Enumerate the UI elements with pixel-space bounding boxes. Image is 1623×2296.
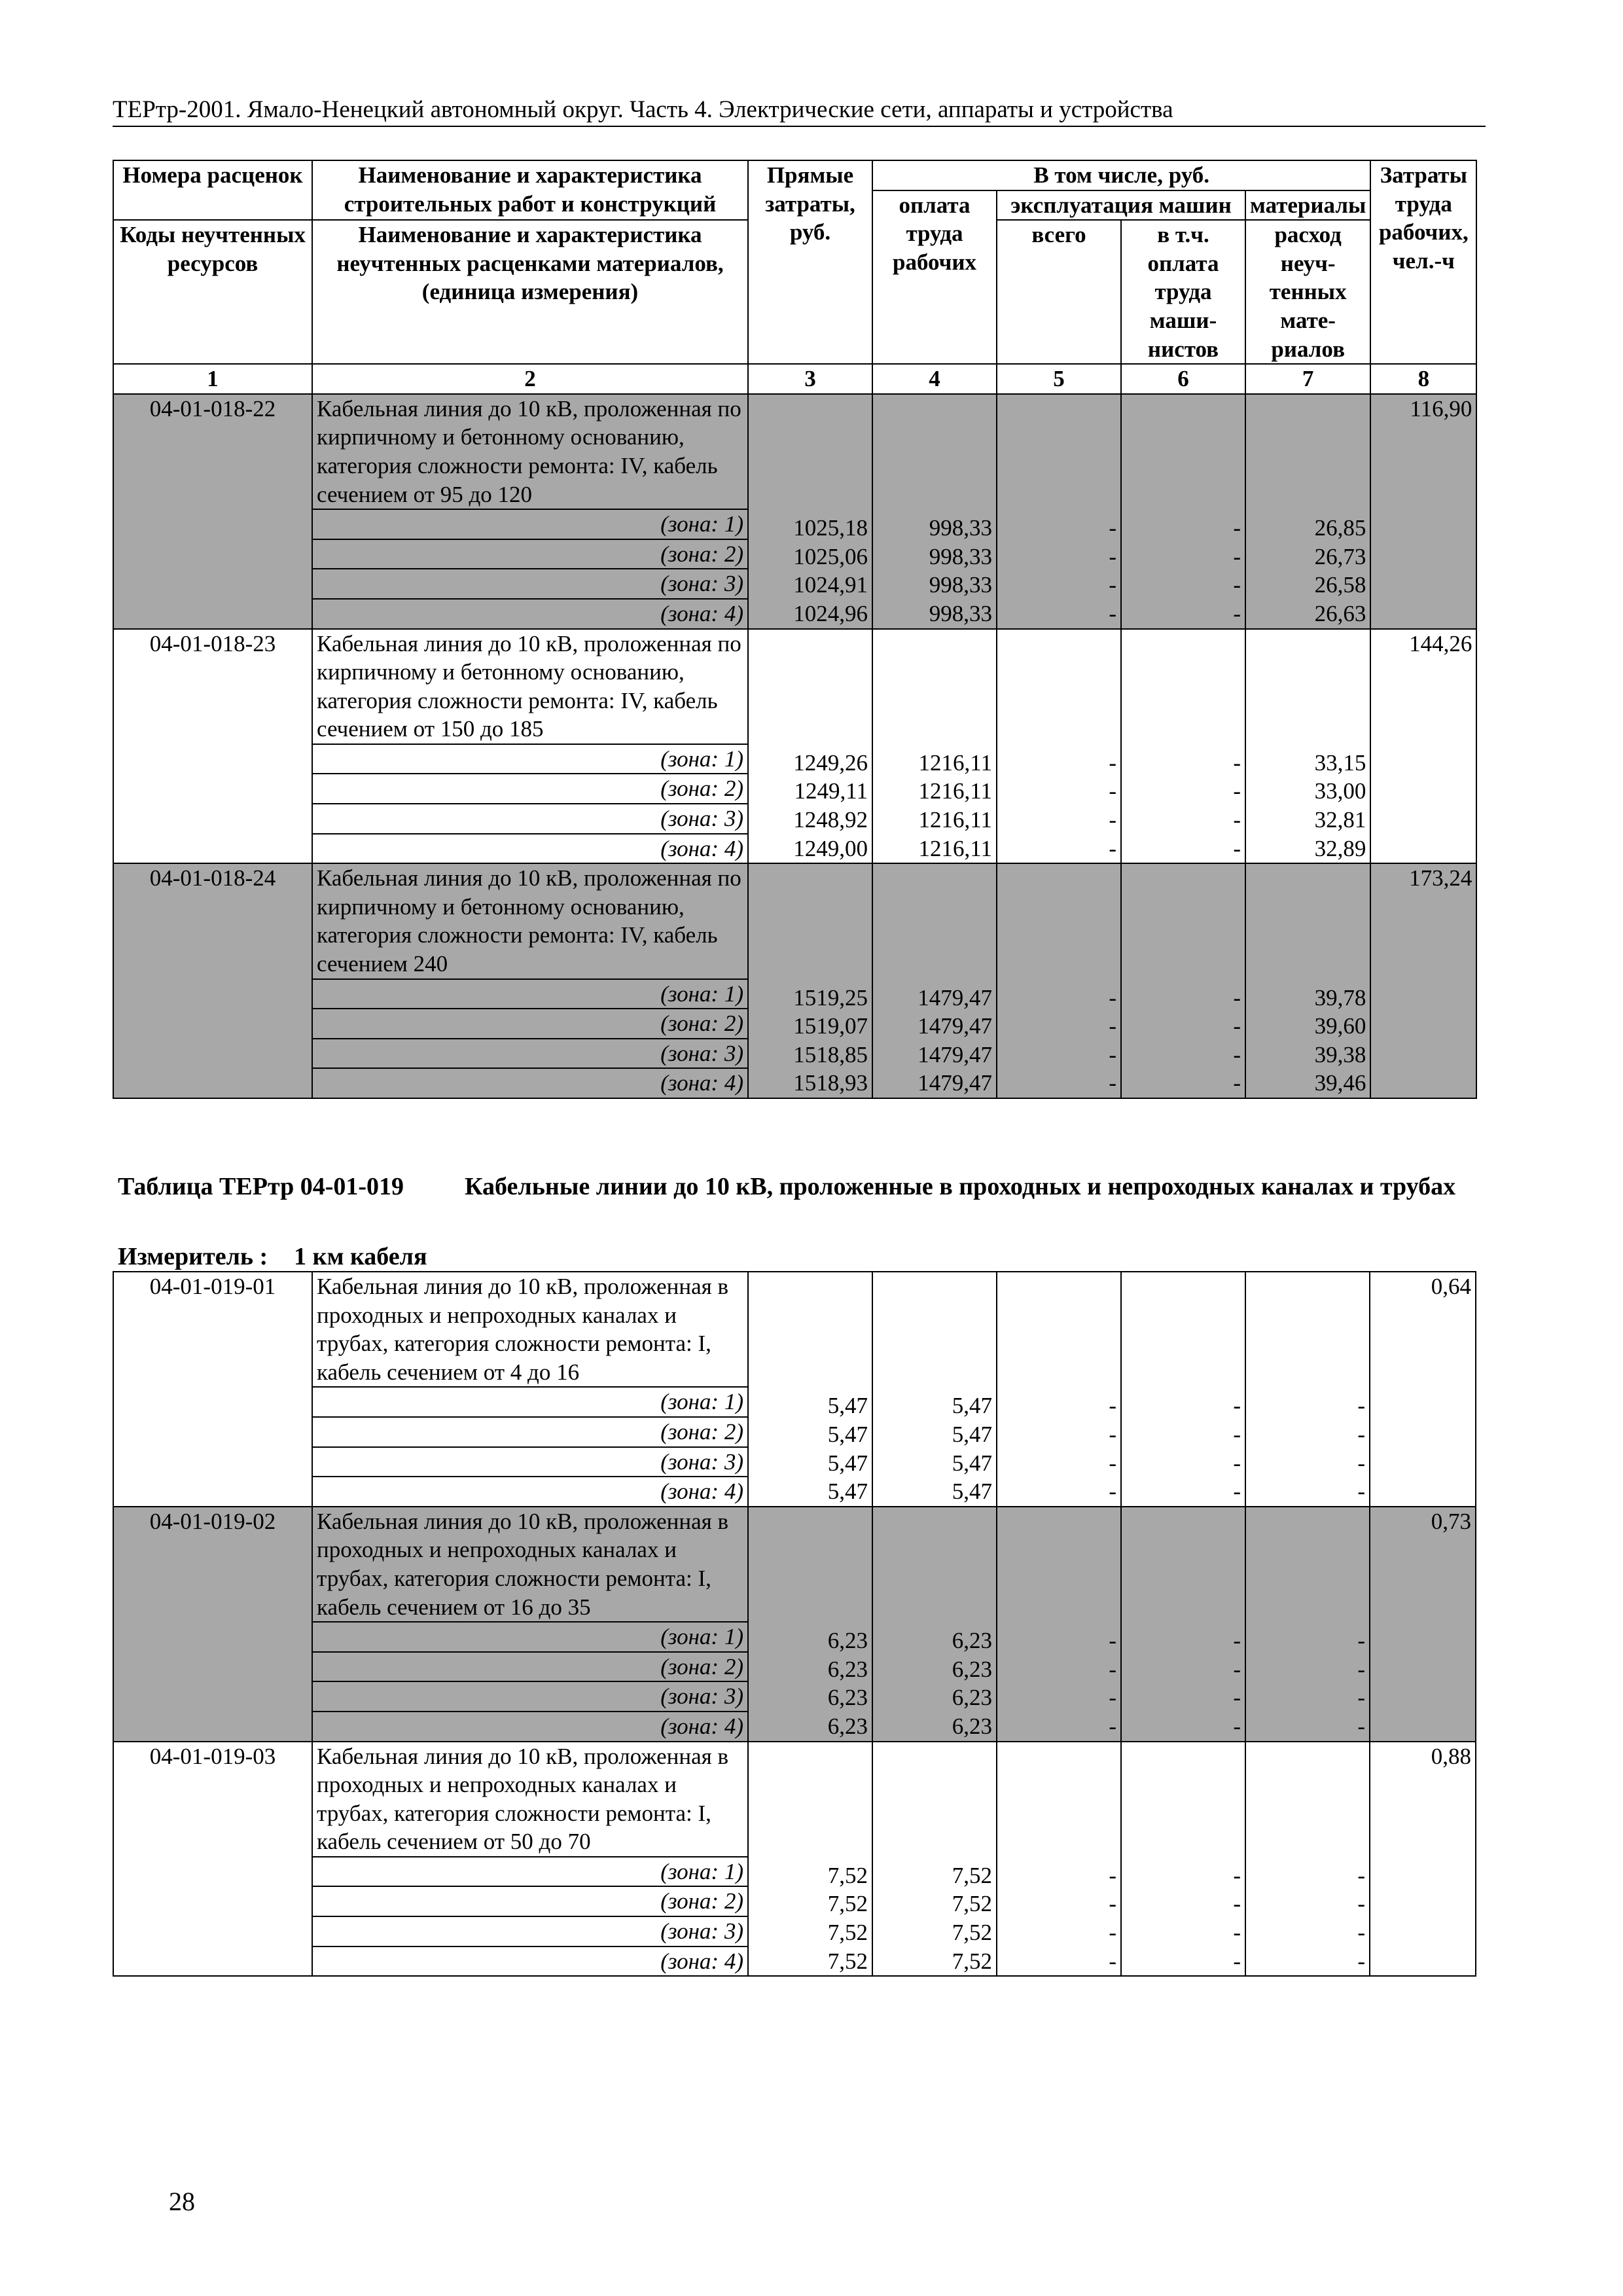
zone-machinists-wages: -	[1233, 1948, 1241, 1974]
zone-direct-costs: 1249,11	[794, 778, 868, 804]
zone-wages: 6,23	[952, 1628, 992, 1654]
machinists-wages-cell	[1121, 629, 1245, 864]
machines-cell	[997, 629, 1121, 864]
running-header: ТЕРтр-2001. Ямало-Ненецкий автономный округ. Часть 4. Электрические сети, аппараты и устройства	[113, 96, 1486, 127]
zone-machinists-wages: -	[1233, 1450, 1241, 1476]
zone-direct-costs: 6,23	[827, 1685, 868, 1711]
zone-machinists-wages: -	[1233, 572, 1241, 598]
header-machines-total: всего	[997, 220, 1121, 364]
zone-machinists-wages: -	[1233, 778, 1241, 804]
page-number: 28	[169, 2187, 195, 2216]
column-number: 2	[312, 364, 748, 394]
rate-block	[113, 629, 1476, 864]
zone-materials: -	[1357, 1479, 1365, 1505]
zone-label: (зона: 3)	[312, 1916, 748, 1946]
zone-materials: 33,15	[1314, 749, 1366, 776]
header-machines: эксплуатация машин	[997, 190, 1245, 221]
machines-cell	[997, 1507, 1121, 1742]
zone-machines: -	[1109, 807, 1116, 833]
column-number: 4	[872, 364, 997, 394]
labor-costs: 0,88	[1370, 1742, 1476, 1977]
zone-label: (зона: 4)	[312, 834, 748, 864]
zone-materials: 39,38	[1314, 1041, 1366, 1067]
zone-materials: -	[1357, 1713, 1365, 1739]
direct-costs-cell	[748, 629, 872, 864]
header-including: В том числе, руб.	[872, 160, 1370, 190]
zone-wages: 1216,11	[918, 807, 992, 833]
zone-label: (зона: 4)	[312, 1068, 748, 1098]
zone-materials: -	[1357, 1393, 1365, 1419]
rate-description: Кабельная линия до 10 кВ, проложенная в проходных и непроходных каналах и трубах, категория сложности ремонта: I, кабель сечением от 50 до 70	[312, 1742, 748, 1857]
header-materials: материалы	[1245, 190, 1370, 221]
zone-label: (зона: 1)	[312, 1622, 748, 1652]
wages-cell	[872, 863, 997, 1098]
zone-materials: -	[1357, 1656, 1365, 1682]
rate-block	[113, 1507, 1476, 1742]
zone-machines: -	[1109, 1013, 1116, 1039]
zone-label: (зона: 3)	[312, 1447, 748, 1477]
column-numbers	[113, 364, 1476, 394]
zone-machines: -	[1109, 1656, 1116, 1682]
rate-code: 04-01-018-22	[113, 394, 312, 629]
rate-description: Кабельная линия до 10 кВ, проложенная в проходных и непроходных каналах и трубах, категория сложности ремонта: I, кабель сечением от 4 до 16	[312, 1272, 748, 1387]
zone-direct-costs: 5,47	[827, 1479, 868, 1505]
direct-costs-cell	[748, 1507, 872, 1742]
zone-label: (зона: 2)	[312, 1886, 748, 1916]
header-col2-top: Наименование и характеристика строительных работ и конструкций	[312, 160, 748, 220]
zone-machinists-wages: -	[1233, 515, 1241, 541]
zone-label: (зона: 4)	[312, 599, 748, 629]
rate-code: 04-01-019-02	[113, 1507, 312, 1742]
zone-wages: 1216,11	[918, 835, 992, 861]
zone-machines: -	[1109, 984, 1116, 1011]
zone-wages: 1479,47	[918, 1041, 992, 1067]
zone-wages: 5,47	[952, 1421, 992, 1447]
zone-materials: 26,58	[1314, 572, 1366, 598]
rate-description: Кабельная линия до 10 кВ, проложенная по кирпичному и бетонному основанию, категория сложности ремонта: IV, кабель сечением 240	[312, 863, 748, 978]
zone-label: (зона: 2)	[312, 1417, 748, 1447]
zone-label: (зона: 4)	[312, 1477, 748, 1507]
zone-direct-costs: 7,52	[827, 1920, 868, 1946]
zone-materials: 39,46	[1314, 1070, 1366, 1096]
zone-wages: 7,52	[952, 1948, 992, 1974]
rate-block	[113, 1742, 1476, 1977]
zone-wages: 7,52	[952, 1920, 992, 1946]
zone-label: (зона: 1)	[312, 744, 748, 774]
machines-cell	[997, 1742, 1121, 1977]
zone-direct-costs: 1519,25	[793, 984, 868, 1011]
zone-machinists-wages: -	[1233, 1891, 1241, 1917]
header-direct-costs: Прямые затраты, руб.	[748, 160, 872, 364]
zone-label: (зона: 3)	[312, 804, 748, 834]
rate-block	[113, 1272, 1476, 1507]
rates-table-018	[113, 160, 1477, 1099]
zone-label: (зона: 1)	[312, 1387, 748, 1417]
zone-materials: -	[1357, 1685, 1365, 1711]
zone-wages: 7,52	[952, 1862, 992, 1888]
wages-cell	[872, 394, 997, 629]
zone-machinists-wages: -	[1233, 984, 1241, 1011]
zone-wages: 1216,11	[918, 749, 992, 776]
zone-direct-costs: 5,47	[827, 1421, 868, 1447]
zone-wages: 1216,11	[918, 778, 992, 804]
zone-direct-costs: 7,52	[827, 1891, 868, 1917]
materials-cell	[1245, 863, 1370, 1098]
header-col1-bottom: Коды неучтенных ресурсов	[113, 220, 312, 364]
column-number: 8	[1370, 364, 1476, 394]
materials-cell	[1245, 1742, 1370, 1977]
zone-materials: -	[1357, 1948, 1365, 1974]
header-wages: оплата труда рабочих	[872, 190, 997, 365]
rate-code: 04-01-019-01	[113, 1272, 312, 1507]
zone-materials: -	[1357, 1450, 1365, 1476]
wages-cell	[872, 1272, 997, 1507]
zone-wages: 998,33	[929, 543, 992, 569]
zone-label: (зона: 3)	[312, 1039, 748, 1069]
header-col2-bottom: Наименование и характеристика неучтенных расценками материалов, (единица измерения)	[312, 220, 748, 364]
machines-cell	[997, 863, 1121, 1098]
column-number: 7	[1245, 364, 1370, 394]
zone-label: (зона: 1)	[312, 979, 748, 1009]
zone-direct-costs: 1519,07	[793, 1013, 868, 1039]
zone-machinists-wages: -	[1233, 1070, 1241, 1096]
zone-direct-costs: 1518,85	[793, 1041, 868, 1067]
zone-machines: -	[1109, 1070, 1116, 1096]
zone-machinists-wages: -	[1233, 1920, 1241, 1946]
zone-materials: 26,63	[1314, 600, 1366, 626]
zone-wages: 7,52	[952, 1891, 992, 1917]
zone-machinists-wages: -	[1233, 543, 1241, 569]
zone-materials: 33,00	[1314, 778, 1366, 804]
labor-costs: 0,73	[1370, 1507, 1476, 1742]
zone-direct-costs: 7,52	[827, 1862, 868, 1888]
rate-code: 04-01-018-23	[113, 629, 312, 864]
rates-table-019	[113, 1271, 1476, 1977]
rate-description: Кабельная линия до 10 кВ, проложенная в проходных и непроходных каналах и трубах, категория сложности ремонта: I, кабель сечением от 16 до 35	[312, 1507, 748, 1622]
measure-label: Измеритель :	[118, 1243, 268, 1270]
zone-machinists-wages: -	[1233, 1479, 1241, 1505]
zone-wages: 998,33	[929, 572, 992, 598]
direct-costs-cell	[748, 394, 872, 629]
rate-description: Кабельная линия до 10 кВ, проложенная по кирпичному и бетонному основанию, категория сложности ремонта: IV, кабель сечением от 95 до 120	[312, 394, 748, 509]
header-machinists-wages: в т.ч. оплата труда маши-нистов	[1121, 220, 1245, 364]
zone-machines: -	[1109, 1685, 1116, 1711]
zone-machines: -	[1109, 1713, 1116, 1739]
zone-label: (зона: 1)	[312, 509, 748, 539]
direct-costs-cell	[748, 1272, 872, 1507]
zone-machines: -	[1109, 1479, 1116, 1505]
zone-machines: -	[1109, 1891, 1116, 1917]
zone-machinists-wages: -	[1233, 600, 1241, 626]
zone-materials: 32,81	[1314, 807, 1366, 833]
zone-wages: 6,23	[952, 1713, 992, 1739]
zone-label: (зона: 2)	[312, 1009, 748, 1039]
labor-costs: 116,90	[1370, 394, 1476, 629]
column-number: 5	[997, 364, 1121, 394]
zone-direct-costs: 1518,93	[793, 1070, 868, 1096]
materials-cell	[1245, 1507, 1370, 1742]
rate-block	[113, 394, 1476, 629]
machinists-wages-cell	[1121, 1507, 1245, 1742]
zone-label: (зона: 3)	[312, 569, 748, 599]
column-number: 6	[1121, 364, 1245, 394]
zone-machinists-wages: -	[1233, 749, 1241, 776]
zone-direct-costs: 1024,96	[793, 600, 868, 626]
direct-costs-cell	[748, 1742, 872, 1977]
zone-materials: -	[1357, 1628, 1365, 1654]
materials-cell	[1245, 1272, 1370, 1507]
zone-wages: 5,47	[952, 1479, 992, 1505]
rate-code: 04-01-019-03	[113, 1742, 312, 1977]
zone-label: (зона: 2)	[312, 1652, 748, 1682]
zone-machinists-wages: -	[1233, 1041, 1241, 1067]
zone-direct-costs: 1024,91	[793, 572, 868, 598]
header-col1-top: Номера расценок	[113, 160, 312, 220]
header-unaccounted-materials: расход неуч-тенных мате-риалов	[1245, 220, 1370, 364]
zone-machinists-wages: -	[1233, 1713, 1241, 1739]
zone-label: (зона: 3)	[312, 1681, 748, 1712]
zone-label: (зона: 4)	[312, 1946, 748, 1977]
zone-direct-costs: 7,52	[827, 1948, 868, 1974]
zone-label: (зона: 1)	[312, 1857, 748, 1887]
zone-direct-costs: 1025,06	[793, 543, 868, 569]
zone-machinists-wages: -	[1233, 1628, 1241, 1654]
rate-description: Кабельная линия до 10 кВ, проложенная по кирпичному и бетонному основанию, категория сложности ремонта: IV, кабель сечением от 150 до 185	[312, 629, 748, 744]
zone-direct-costs: 1249,26	[793, 749, 868, 776]
measure-unit	[118, 1242, 427, 1271]
machines-cell	[997, 394, 1121, 629]
zone-wages: 998,33	[929, 515, 992, 541]
zone-machinists-wages: -	[1233, 1862, 1241, 1888]
zone-machines: -	[1109, 749, 1116, 776]
table-number: Таблица ТЕРтр 04-01-019	[118, 1173, 404, 1200]
zone-machines: -	[1109, 778, 1116, 804]
zone-direct-costs: 6,23	[827, 1628, 868, 1654]
wages-cell	[872, 1507, 997, 1742]
zone-machinists-wages: -	[1233, 1685, 1241, 1711]
zone-materials: -	[1357, 1891, 1365, 1917]
zone-machines: -	[1109, 543, 1116, 569]
zone-machines: -	[1109, 835, 1116, 861]
machinists-wages-cell	[1121, 863, 1245, 1098]
zone-machinists-wages: -	[1233, 807, 1241, 833]
zone-wages: 6,23	[952, 1685, 992, 1711]
zone-materials: -	[1357, 1862, 1365, 1888]
zone-wages: 5,47	[952, 1393, 992, 1419]
machines-cell	[997, 1272, 1121, 1507]
zone-label: (зона: 2)	[312, 774, 748, 804]
zone-direct-costs: 6,23	[827, 1713, 868, 1739]
zone-wages: 998,33	[929, 600, 992, 626]
zone-machines: -	[1109, 1948, 1116, 1974]
zone-machines: -	[1109, 1628, 1116, 1654]
column-number: 1	[113, 364, 312, 394]
zone-wages: 6,23	[952, 1656, 992, 1682]
zone-machines: -	[1109, 1421, 1116, 1447]
zone-label: (зона: 4)	[312, 1712, 748, 1742]
zone-machines: -	[1109, 1920, 1116, 1946]
zone-direct-costs: 1025,18	[793, 515, 868, 541]
column-number: 3	[748, 364, 872, 394]
machinists-wages-cell	[1121, 1272, 1245, 1507]
zone-materials: -	[1357, 1920, 1365, 1946]
machinists-wages-cell	[1121, 394, 1245, 629]
zone-label: (зона: 2)	[312, 539, 748, 569]
zone-machines: -	[1109, 1041, 1116, 1067]
labor-costs: 0,64	[1370, 1272, 1476, 1507]
zone-machinists-wages: -	[1233, 1656, 1241, 1682]
zone-direct-costs: 1249,00	[793, 835, 868, 861]
zone-materials: 26,85	[1314, 515, 1366, 541]
zone-machinists-wages: -	[1233, 1393, 1241, 1419]
zone-machinists-wages: -	[1233, 835, 1241, 861]
zone-materials: -	[1357, 1421, 1365, 1447]
zone-direct-costs: 6,23	[827, 1656, 868, 1682]
measure-value: 1 км кабеля	[294, 1243, 427, 1270]
materials-cell	[1245, 629, 1370, 864]
zone-direct-costs: 5,47	[827, 1450, 868, 1476]
zone-materials: 39,60	[1314, 1013, 1366, 1039]
zone-machines: -	[1109, 600, 1116, 626]
zone-machines: -	[1109, 1450, 1116, 1476]
zone-machines: -	[1109, 1862, 1116, 1888]
zone-materials: 26,73	[1314, 543, 1366, 569]
zone-machinists-wages: -	[1233, 1013, 1241, 1039]
table-title: Кабельные линии до 10 кВ, проложенные в проходных и непроходных каналах и трубах	[465, 1173, 1456, 1200]
header-labor-costs: Затраты труда рабочих, чел.-ч	[1370, 160, 1476, 364]
labor-costs: 173,24	[1370, 863, 1476, 1098]
zone-direct-costs: 1248,92	[793, 807, 868, 833]
wages-cell	[872, 1742, 997, 1977]
labor-costs: 144,26	[1370, 629, 1476, 864]
direct-costs-cell	[748, 863, 872, 1098]
zone-machinists-wages: -	[1233, 1421, 1241, 1447]
materials-cell	[1245, 394, 1370, 629]
rate-block	[113, 863, 1476, 1098]
zone-wages: 1479,47	[918, 1070, 992, 1096]
zone-direct-costs: 5,47	[827, 1393, 868, 1419]
zone-wages: 1479,47	[918, 984, 992, 1011]
zone-wages: 5,47	[952, 1450, 992, 1476]
table-header	[113, 160, 1476, 364]
zone-wages: 1479,47	[918, 1013, 992, 1039]
wages-cell	[872, 629, 997, 864]
zone-machines: -	[1109, 1393, 1116, 1419]
machinists-wages-cell	[1121, 1742, 1245, 1977]
zone-machines: -	[1109, 515, 1116, 541]
rate-code: 04-01-018-24	[113, 863, 312, 1098]
zone-machines: -	[1109, 572, 1116, 598]
zone-materials: 39,78	[1314, 984, 1366, 1011]
zone-materials: 32,89	[1314, 835, 1366, 861]
